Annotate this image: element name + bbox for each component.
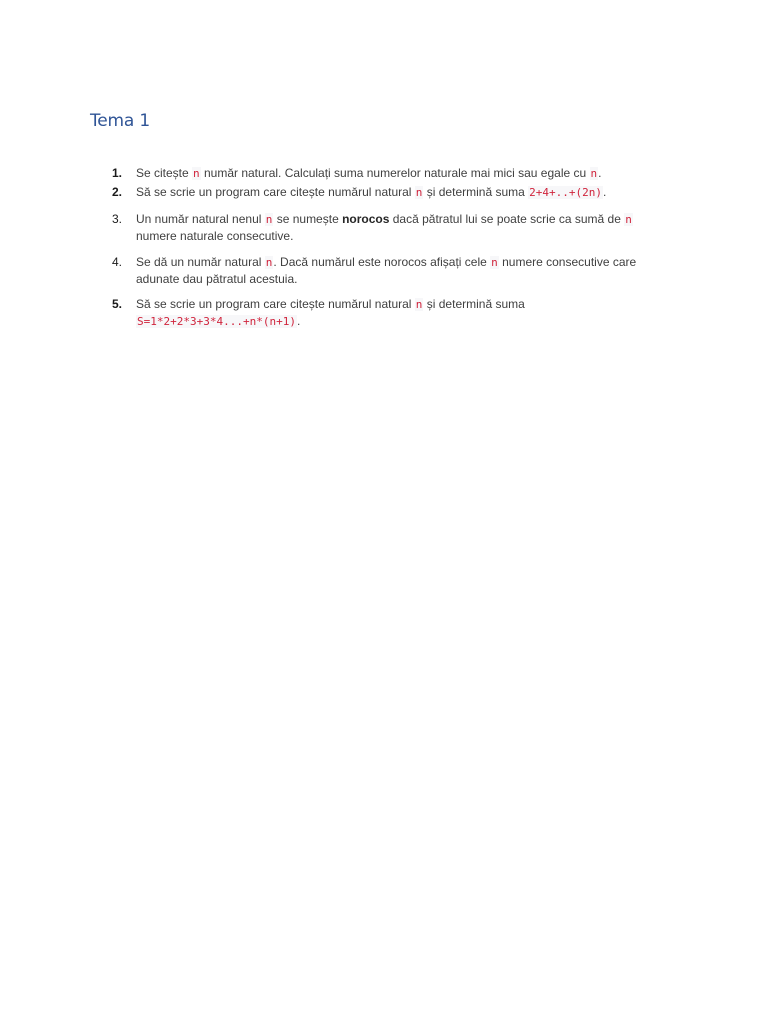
code-expression: 2+4+..+(2n) [529, 186, 602, 199]
item-number: 2. [112, 185, 123, 199]
text-segment: Se dă un număr natural [136, 255, 265, 269]
text-segment: numere consecutive care adunate dau pătratul acestuia. [136, 255, 637, 286]
item-text [136, 165, 672, 182]
text-segment: și determină suma [423, 185, 529, 199]
item-number: 4. [112, 255, 123, 269]
text-segment: Să se scrie un program care citește numărul natural [136, 185, 415, 199]
list-item [112, 296, 672, 330]
text-segment: se numește [273, 212, 343, 226]
item-text [136, 184, 672, 201]
list-item [112, 254, 672, 288]
list-item [112, 211, 672, 245]
code-variable: n [265, 213, 273, 226]
list-item [112, 184, 672, 201]
code-variable: n [625, 213, 632, 226]
item-text [136, 211, 672, 245]
document-title: Tema 1 [90, 111, 150, 131]
code-variable: n [491, 256, 498, 269]
code-variable: n [590, 167, 598, 180]
item-number: 3. [112, 212, 123, 226]
text-segment: și determină suma [423, 297, 525, 311]
list-item [112, 165, 672, 182]
item-text [136, 254, 672, 288]
text-segment: dacă pătratul lui se poate scrie ca sumă de [389, 212, 625, 226]
item-text [136, 296, 672, 330]
code-variable: n [415, 186, 423, 199]
text-segment: . [296, 314, 301, 328]
item-number: 5. [112, 297, 123, 311]
bold-term: norocos [342, 212, 390, 226]
text-segment: . Dacă numărul este norocos afișați cele [273, 255, 491, 269]
code-variable: n [193, 167, 200, 180]
code-variable: n [415, 298, 423, 311]
text-segment: Să se scrie un program care citește numărul natural [136, 297, 415, 311]
text-segment: numere naturale consecutive. [136, 229, 294, 243]
text-segment: . [598, 166, 602, 180]
text-segment: Se citește [136, 166, 193, 180]
code-variable: n [265, 256, 273, 269]
code-expression: S=1*2+2*3+3*4...+n*(n+1) [137, 315, 296, 328]
text-segment: . [603, 185, 607, 199]
item-number: 1. [112, 166, 123, 180]
text-segment: număr natural. Calculați suma numerelor naturale mai mici sau egale cu [200, 166, 590, 180]
text-segment: Un număr natural nenul [136, 212, 265, 226]
